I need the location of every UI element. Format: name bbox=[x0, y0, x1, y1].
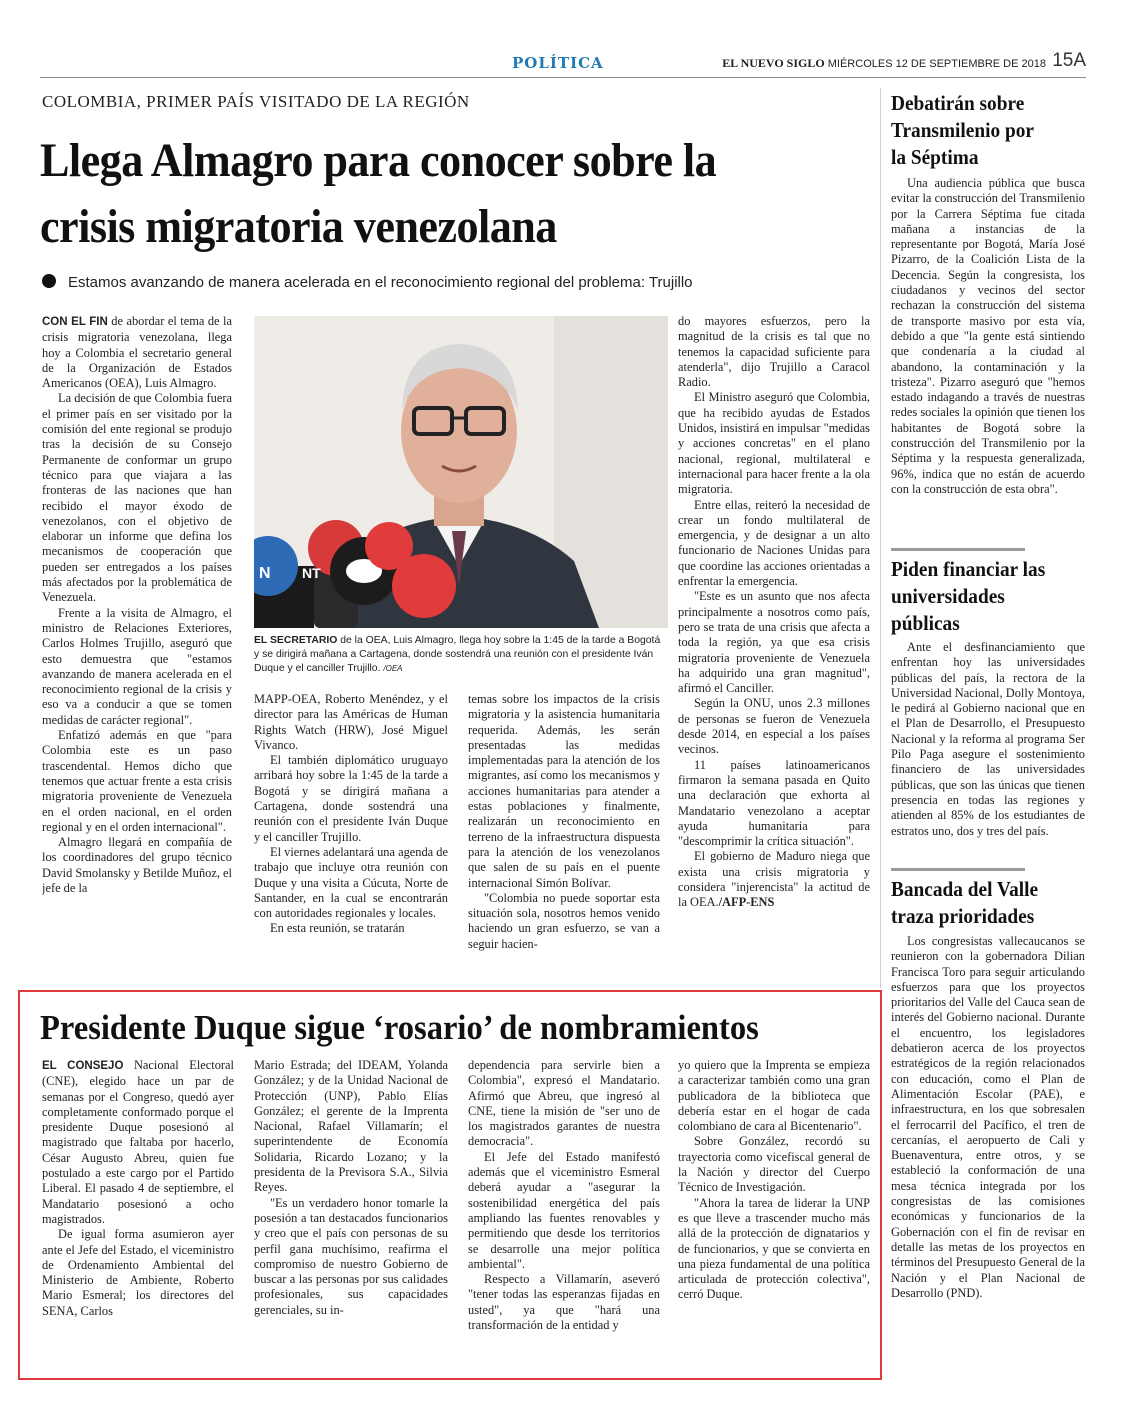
paragraph: En esta reunión, se tratarán bbox=[270, 921, 405, 936]
paragraph: temas sobre los impactos de la crisis migratoria y la asistencia humanitaria requerida. Además, les serán presentadas las medidas implementadas para la atención de los migrantes, así como los mecanismos y acciones humanitarias para atender a estas poblaciones y finalmente, realizarán un reconocimiento en terreno de la infraestructura dispuesta para la atención de los venezolanos que salen de su país en el puente internacional Simón Bolívar. bbox=[468, 692, 660, 890]
paragraph: El también diplomático uruguayo arribará hoy sobre la 1:45 de la tarde a Bogotá y se dirigirá mañana a Cartagena, donde sostendrá una reunión con el presidente Iván Duque y el canciller Trujillo. bbox=[254, 753, 448, 844]
caption-lead: EL SECRETARIO bbox=[254, 635, 338, 646]
paragraph: EL CONSEJO Nacional Electoral (CNE), elegido hace un par de semanas por el Congreso, quedó ayer completamente conformado porque el presidente Duque posesionó al magistrado que faltaba por hacerlo, César Augusto Abreu, quien fue postulado a este cargo por el Partido Liberal. El pasado 4 de septiembre, el Mandatario posesionó a ocho magistrados. bbox=[42, 1058, 234, 1226]
paragraph: dependencia para servirle bien a Colombia", expresó el Mandatario. Afirmó que Abreu, que ingresó al CNE, tiene la misión de "ser uno de los magistrados garantes de nuestra democracia". bbox=[468, 1058, 660, 1149]
box-column-1 bbox=[42, 1058, 234, 1358]
paragraph: Almagro llegará en compañía de los coordinadores del grupo técnico David Smolansky y Betilde Muñoz, el jefe de la bbox=[42, 835, 232, 895]
paragraph: Enfatizó además en que "para Colombia este es un paso trascendental. Hemos dicho que tenemos que actuar frente a esta crisis migratoria proveniente de Venezuela en el orden nacional, en el orden regional y en el orden internacional". bbox=[42, 728, 232, 834]
brief-separator bbox=[891, 868, 1025, 871]
brief-title-valle: Bancada del Valle traza prioridades bbox=[891, 877, 1039, 928]
paragraph: De igual forma asumieron ayer ante el Jefe del Estado, el viceministro de Ordenamiento Ambiental del Ministerio de Ambiente, Roberto Mario Esmeral; los directores del SENA, Carlos bbox=[42, 1227, 234, 1318]
mic-label-a: N bbox=[259, 565, 271, 582]
page-header bbox=[40, 52, 1086, 78]
box-column-2 bbox=[254, 1058, 448, 1358]
article-headline: Llega Almagro para conocer sobre la crisis migratoria venezolana bbox=[40, 134, 717, 253]
photo-caption: EL SECRETARIO de la OEA, Luis Almagro, llega hoy sobre la 1:45 de la tarde a Bogotá y se dirigirá mañana a Cartagena, donde sostendrá una reunión con el presidente Iván Duque y el canciller Trujillo. /OEA bbox=[254, 635, 661, 674]
paragraph: "Es un verdadero honor tomarle la posesión a tan destacados funcionarios y creo que el país con personas de su perfil gana muchísimo, reafirma el compromiso de nuestro Gobierno de buscar a las personas por sus calidades profesionales, sus capacidades gerenciales, su in- bbox=[254, 1195, 448, 1317]
paragraph: "Ahora la tarea de liderar la UNP es que lleve a trascender mucho más allá de la protección de dignatarios y de funcionarios, y que se convierta en una pieza fundamental de una política articulada de protección colectiva", cerró Duque. bbox=[678, 1195, 870, 1302]
article-column-2 bbox=[254, 692, 448, 982]
article-credit: /AFP-ENS bbox=[718, 895, 775, 910]
box-headline: Presidente Duque sigue ‘rosario’ de nombramientos bbox=[40, 1008, 759, 1047]
paragraph: Sobre González, recordó su trayectoria como vicefiscal general de la Nación y director del Cuerpo Técnico de Investigación. bbox=[678, 1134, 870, 1195]
brief-title-transmilenio: Debatirán sobre Transmilenio por la Séptima bbox=[891, 91, 1034, 169]
lead-in: CON EL FIN bbox=[42, 316, 108, 328]
almagro-photo bbox=[254, 316, 668, 628]
brief-text-transmilenio: Una audiencia pública que busca evitar la construcción del Transmilenio por la Carrera Séptima fue citada mañana a instancias de la representante por Bogotá, María José Pizarro, de la Coalición Lista de la Decencia. Según la congresista, los ciudadanos y vecinos del sector rechazan la construcción del sistema de transporte masivo por esta vía, debido a que "la gente está sintiendo que condenaría a la ciudad al abandono, la contaminación y la tristeza". Pizarro aseguró que "hemos estado indagando a través de nuestras redes sociales la opinión que tienen los habitantes de Bogotá sobre la construcción del Transmilenio por la Séptima y la respuesta generalizada, 96%, indica que no están de acuerdo con la construcción de esta obra". bbox=[891, 176, 1085, 496]
sidebar-divider bbox=[880, 88, 881, 988]
paragraph: "Este es un asunto que nos afecta principalmente a nosotros como país, pero se trata de una crisis que afecta a toda la región, ya que esa crisis migratoria proveniente de Venezuela ha adquirido una gran magnitud", afirmó el Canciller. bbox=[678, 589, 870, 696]
article-column-3 bbox=[468, 692, 660, 982]
paragraph: yo quiero que la Imprenta se empieza a caracterizar también como una gran publicadora de la biblioteca que debería estar en el hogar de cada colombiano de cara al Bicentenario". bbox=[678, 1058, 870, 1134]
box-column-4 bbox=[678, 1058, 870, 1358]
paragraph: Respecto a Villamarín, aseveró "tener todas las esperanzas fijadas en usted", ya que "hará una transformación de la entidad y bbox=[468, 1272, 660, 1333]
brief-separator bbox=[891, 548, 1025, 551]
bullet-icon bbox=[42, 274, 56, 288]
paragraph: El Jefe del Estado manifestó además que el viceministro Esmeral deberá ayudar a "asegurar la sostenibilidad energética del país ampliando las fuentes renovables y permitiendo que desde los territorios se desarrolle una mejor política ambiental". bbox=[468, 1149, 660, 1271]
newspaper-name: EL NUEVO SIGLO bbox=[722, 56, 825, 70]
subheadline-text: Estamos avanzando de manera acelerada en el reconocimiento regional del problema: Trujillo bbox=[68, 274, 693, 291]
paragraph: Mario Estrada; del IDEAM, Yolanda González; y de la Unidad Nacional de Protección (UNP), Pablo Elías González; el gerente de la Imprenta Nacional, Rafael Villamarín; el superintendente de Economía Solidaria, Ricardo Lozano; y la presidenta de la Previsora S.A., Silvia Reyes. bbox=[254, 1058, 448, 1195]
article-column-4 bbox=[678, 314, 870, 984]
article-subheadline bbox=[42, 274, 872, 291]
paragraph: 11 países latinoamericanos firmaron la semana pasada en Quito una declaración que exhorta al Mandatario venezolano a aceptar ayuda humanitaria para "descomprimir la crítica situación". bbox=[678, 757, 870, 849]
issue-date: MIÉRCOLES 12 DE SEPTIEMBRE DE 2018 bbox=[827, 58, 1046, 70]
masthead bbox=[722, 56, 1046, 71]
box-column-3 bbox=[468, 1058, 660, 1358]
paragraph: CON EL FIN de abordar el tema de la crisis migratoria venezolana, llega hoy a Colombia el secretario general de la Organización de Estados Americanos (OEA), Luis Almagro. bbox=[42, 314, 232, 391]
page-number: 15A bbox=[1052, 50, 1086, 71]
photo-illustration bbox=[254, 316, 668, 628]
brief-title-universidades: Piden financiar las universidades públicas bbox=[891, 557, 1046, 635]
paragraph: MAPP-OEA, Roberto Menéndez, y el director para las Américas de Human Rights Watch (HRW), José Miguel Vivanco. bbox=[254, 692, 448, 752]
paragraph: Entre ellas, reiteró la necesidad de crear un fondo multilateral de emergencia, y de designar a un alto funcionario de Naciones Unidas para que coordine las acciones orientadas a enfrentar la emergencia. bbox=[678, 497, 870, 589]
paragraph: El gobierno de Maduro niega que exista una crisis migratoria y considera "injerencista" la actitud de la OEA./AFP-ENS bbox=[678, 849, 870, 910]
photo-credit: /OEA bbox=[383, 664, 403, 673]
brief-text-valle: Los congresistas vallecaucanos se reunieron con la gobernadora Dilian Francisca Toro para seguir articulando esfuerzos para que los proyectos prioritarios del Valle del Cauca sean de interés del Gobierno nacional. Durante el encuentro, los legisladores debatieron acerca de los proyectos estratégicos de la región relacionados con educación, como el Plan de Alimentación Escolar (PAE), e infraestructura, en los que sobresalen el ferrocarril del Pacífico, el tren de cercanías, el aeropuerto de Cali y Buenaventura, entre otros, y se estableció la conformación de una mesa técnica integrada por los congresistas de las comisiones económicas y funcionarios de la Gobernación con el fin de revisar en detalle las metas de los proyectos en términos del Presupuesto General de la Nación y el Plan Nacional de Desarrollo (PND). bbox=[891, 934, 1085, 1300]
article-kicker: COLOMBIA, PRIMER PAÍS VISITADO DE LA REGIÓN bbox=[42, 92, 470, 111]
paragraph: do mayores esfuerzos, pero la magnitud de la crisis es tal que no tenemos la capacidad suficiente para atenderla", dijo Trujillo a Caracol Radio. bbox=[678, 314, 870, 390]
paragraph: "Colombia no puede soportar esta situación sola, nosotros hemos venido haciendo un gran esfuerzo, se van a seguir hacien- bbox=[468, 890, 660, 951]
paragraph: El Ministro aseguró que Colombia, que ha recibido ayudas de Estados Unidos, insistirá en impulsar "medidas y acciones concretas" en el plano nacional, regional, multilateral e internacional para hacer frente a la ola migratoria. bbox=[678, 390, 870, 497]
paragraph: Frente a la visita de Almagro, el ministro de Relaciones Exteriores, Carlos Holmes Trujillo, aseguró que esto demuestra que "estamos avanzando de manera acelerada en el reconocimiento regional de la crisis y eso va a conducir a que se tomen medidas de carácter regional". bbox=[42, 605, 232, 727]
paragraph: Según la ONU, unos 2.3 millones de personas se fueron de Venezuela desde 2014, en especial a los países vecinos. bbox=[678, 696, 870, 757]
paragraph: El viernes adelantará una agenda de trabajo que incluye otra reunión con Duque y una visita a Cúcuta, Norte de Santander, en la cual se encontrarán con autoridades regionales y locales. bbox=[254, 844, 448, 921]
section-label: POLÍTICA bbox=[512, 54, 604, 72]
paragraph: La decisión de que Colombia fuera el primer país en ser visitado por la comisión del ente regional se produjo tras la decisión de su Consejo Permanente de conformar un grupo técnico para que viajara a las fronteras de las naciones que han recibido el mayor éxodo de venezolanos, con el objetivo de elaborar un informe que defina los mecanismos de cooperación que pueden ser entregados a los países más afectados por la problemática de Venezuela. bbox=[42, 391, 232, 605]
article-column-1 bbox=[42, 314, 232, 984]
mic-label-b: NT bbox=[302, 565, 321, 581]
lead-in: EL CONSEJO bbox=[42, 1060, 124, 1072]
brief-text-universidades: Ante el desfinanciamiento que enfrentan hoy las universidades públicas del país, la rectora de la Universidad Nacional, Dolly Montoya, le pedirá al Gobierno nacional que en el Plan de Desarrollo, el Presupuesto Nacional y la reforma al programa Ser Pilo Paga asegure el sostenimiento financiero de las universidades públicas, que son las únicas que tienen presencia en todas las regiones y atienden al 85% de los estudiantes de estratos uno, dos y tres del país. bbox=[891, 640, 1085, 838]
